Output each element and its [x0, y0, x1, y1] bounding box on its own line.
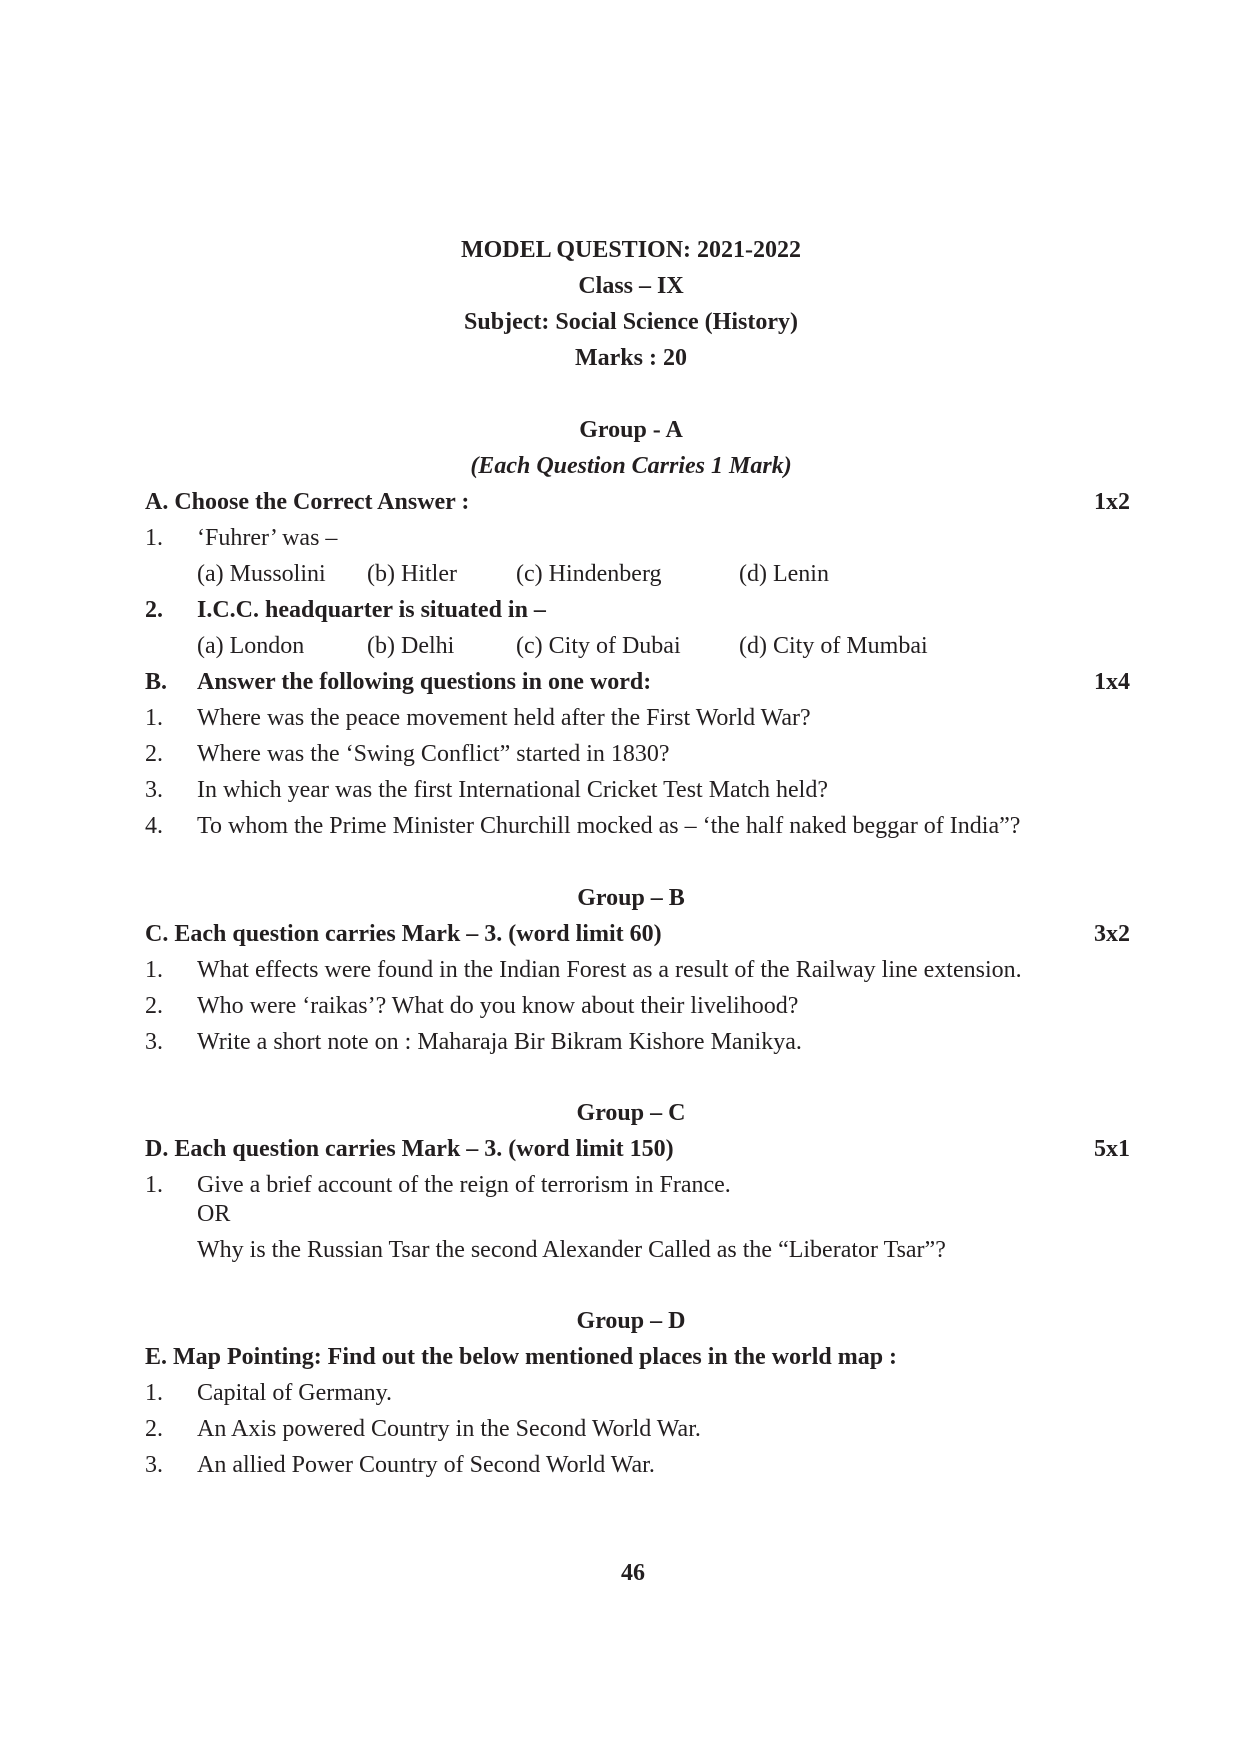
question-number: 1. [145, 957, 163, 983]
question-number: 2. [145, 1416, 163, 1442]
question-row [0, 700, 1240, 736]
section-a-marks: 1x2 [1094, 489, 1130, 515]
question-row [0, 1375, 1240, 1411]
question-row [0, 952, 1240, 988]
question-number: 4. [145, 813, 163, 839]
section-e-title: E. Map Pointing: Find out the below mentioned places in the world map : [145, 1344, 898, 1370]
question-text: An allied Power Country of Second World War. [197, 1452, 655, 1478]
question-text-alternative: Why is the Russian Tsar the second Alexander Called as the “Liberator Tsar”? [197, 1237, 946, 1263]
question-text: Write a short note on : Maharaja Bir Bikram Kishore Manikya. [197, 1029, 802, 1055]
or-row [0, 1196, 1240, 1232]
question-number: 2. [145, 741, 163, 767]
question-row [0, 1232, 1240, 1268]
or-label: OR [197, 1201, 231, 1227]
question-number: 1. [145, 1380, 163, 1406]
section-c-header [0, 916, 1240, 952]
question-text: Where was the peace movement held after the First World War? [197, 705, 811, 731]
question-row [0, 736, 1240, 772]
section-b-marks: 1x4 [1094, 669, 1130, 695]
section-a-title: A. Choose the Correct Answer : [145, 489, 470, 515]
question-row [0, 808, 1240, 844]
question-row [0, 520, 1240, 556]
subject-label: Subject: Social Science (History) [464, 309, 798, 335]
option-d: (d) City of Mumbai [739, 633, 928, 659]
option-d: (d) Lenin [739, 561, 829, 587]
question-text: I.C.C. headquarter is situated in – [197, 597, 546, 623]
option-c: (c) City of Dubai [516, 633, 681, 659]
section-b-title: Answer the following questions in one word: [197, 669, 652, 695]
section-b-header [0, 664, 1240, 700]
question-text: ‘Fuhrer’ was – [197, 525, 338, 551]
options-row [0, 628, 1240, 664]
question-text: What effects were found in the Indian Forest as a result of the Railway line extension. [197, 957, 1022, 983]
group-c-heading: Group – C [576, 1100, 686, 1126]
question-number: 3. [145, 1029, 163, 1055]
section-c-title: C. Each question carries Mark – 3. (word limit 60) [145, 921, 662, 947]
question-text: Give a brief account of the reign of terrorism in France. [197, 1172, 731, 1198]
option-a: (a) London [197, 633, 305, 659]
question-row [0, 988, 1240, 1024]
class-label: Class – IX [578, 273, 684, 299]
options-row [0, 556, 1240, 592]
question-number: 2. [145, 597, 163, 623]
question-text: In which year was the first International Cricket Test Match held? [197, 777, 828, 803]
section-c-marks: 3x2 [1094, 921, 1130, 947]
question-row [0, 592, 1240, 628]
question-text: Capital of Germany. [197, 1380, 393, 1406]
question-number: 2. [145, 993, 163, 1019]
page-number: 46 [621, 1560, 645, 1586]
option-b: (b) Delhi [367, 633, 455, 659]
question-number: 1. [145, 705, 163, 731]
question-row [0, 1447, 1240, 1483]
question-number: 1. [145, 525, 163, 551]
question-number: 1. [145, 1172, 163, 1198]
group-a-heading: Group - A [579, 417, 683, 443]
group-d-heading: Group – D [576, 1308, 686, 1334]
question-row [0, 1411, 1240, 1447]
section-e-header [0, 1339, 1240, 1375]
option-a: (a) Mussolini [197, 561, 326, 587]
option-c: (c) Hindenberg [516, 561, 662, 587]
section-d-header [0, 1131, 1240, 1167]
question-text: To whom the Prime Minister Churchill mocked as – ‘the half naked beggar of India”? [197, 813, 1021, 839]
section-d-title: D. Each question carries Mark – 3. (word limit 150) [145, 1136, 674, 1162]
section-d-marks: 5x1 [1094, 1136, 1130, 1162]
group-b-heading: Group – B [577, 885, 685, 911]
question-text: Who were ‘raikas’? What do you know about their livelihood? [197, 993, 799, 1019]
question-text: An Axis powered Country in the Second World War. [197, 1416, 701, 1442]
question-number: 3. [145, 1452, 163, 1478]
question-text: Where was the ‘Swing Conflict” started in 1830? [197, 741, 670, 767]
section-a-header [0, 484, 1240, 520]
paper-title: MODEL QUESTION: 2021-2022 [460, 237, 802, 263]
question-number: 3. [145, 777, 163, 803]
option-b: (b) Hitler [367, 561, 457, 587]
question-row [0, 772, 1240, 808]
marks-label: Marks : 20 [575, 345, 687, 371]
group-a-note: (Each Question Carries 1 Mark) [470, 453, 792, 479]
section-b-label: B. [145, 669, 168, 695]
question-row [0, 1024, 1240, 1060]
